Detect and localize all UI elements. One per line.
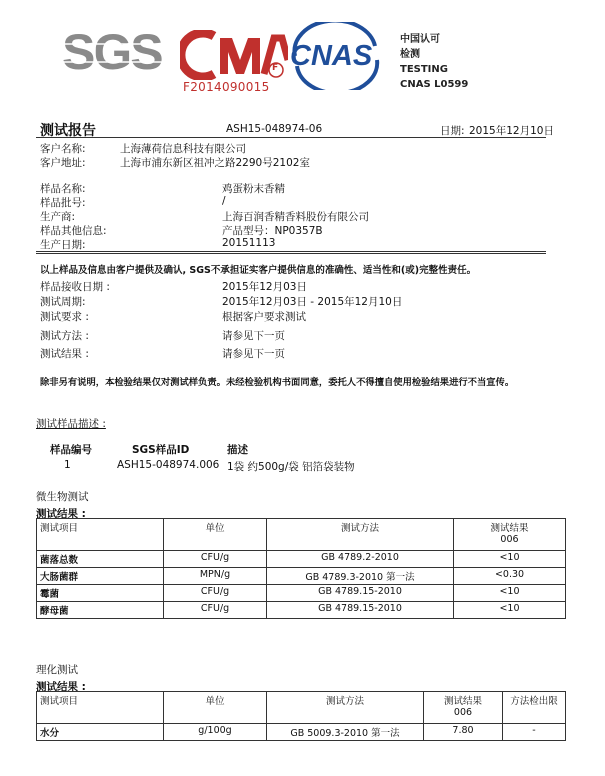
sample-desc-col-desc: 描述 — [227, 444, 248, 456]
cell: MPN/g — [164, 568, 267, 585]
sample-batch-label: 样品批号: — [40, 197, 86, 209]
chem-result-label: 测试结果 : — [36, 681, 86, 693]
micro-result-label: 测试结果 : — [36, 508, 86, 520]
sample-desc-col-no: 样品编号 — [50, 444, 92, 456]
sgs-logo-text: SGS — [62, 24, 162, 80]
divider — [36, 251, 546, 252]
cnas-line: TESTING — [400, 64, 448, 75]
chem-section-title: 理化测试 — [36, 664, 78, 676]
table-row — [37, 585, 566, 602]
divider — [36, 253, 546, 254]
client-address: 上海市浦东新区祖冲之路2290号2102室 — [120, 157, 310, 169]
sample-desc-id: ASH15-048974.006 — [117, 459, 220, 471]
cnas-line: 检测 — [400, 49, 420, 60]
cell: 大肠菌群 — [37, 568, 164, 585]
table-header-row — [37, 519, 566, 551]
report-title: 测试报告 — [40, 123, 96, 139]
sample-desc-col-id: SGS样品ID — [132, 444, 190, 456]
test-result: 请参见下一页 — [222, 348, 285, 360]
header-cell — [454, 519, 566, 551]
cnas-accreditation — [400, 32, 468, 92]
cell: 霉菌 — [37, 585, 164, 602]
cell: <0.30 — [454, 568, 566, 585]
cell: GB 4789.3-2010 第一法 — [267, 568, 454, 585]
sample-desc-text: 1袋 约500g/袋 铝箔袋装物 — [227, 461, 355, 473]
cell: 7.80 — [424, 724, 503, 741]
cell: <10 — [454, 602, 566, 619]
sample-other: 产品型号：NP0357B — [222, 225, 323, 237]
client-name: 上海薄荷信息科技有限公司 — [120, 143, 246, 155]
disclaimer-client-info: 以上样品及信息由客户提供及确认, SGS不承担证实客户提供信息的准确性、适当性和(或)完整性责任。 — [40, 265, 477, 276]
client-name-label: 客户名称: — [40, 143, 86, 155]
sample-name-label: 样品名称: — [40, 183, 86, 195]
header-cell — [424, 692, 503, 724]
header-cell: 单位 — [164, 692, 267, 724]
sgs-logo-grid — [60, 26, 164, 80]
test-method-label: 测试方法 : — [40, 330, 89, 342]
manufacturer-label: 生产商: — [40, 211, 76, 223]
cell: GB 4789.15-2010 — [267, 585, 454, 602]
cell: GB 4789.15-2010 — [267, 602, 454, 619]
header-cell: 单位 — [164, 519, 267, 551]
cell: 菌落总数 — [37, 551, 164, 568]
header-cell: 测试项目 — [37, 692, 164, 724]
cnas-line: CNAS L0599 — [400, 79, 469, 90]
report-date-label: 日期: — [440, 125, 465, 137]
cma-number: F2014090015 — [183, 80, 270, 94]
cell: CFU/g — [164, 602, 267, 619]
manufacturer: 上海百润香精香料股份有限公司 — [222, 211, 369, 223]
table-row — [37, 724, 566, 741]
table-row — [37, 568, 566, 585]
sample-desc-no: 1 — [64, 459, 71, 471]
cell: GB 4789.2-2010 — [267, 551, 454, 568]
sample-batch: / — [222, 195, 226, 207]
micro-results-table — [36, 518, 566, 619]
production-date: 20151113 — [222, 237, 276, 249]
cell: <10 — [454, 585, 566, 602]
chem-results-table — [36, 691, 566, 741]
cnas-logo-text: CNAS — [290, 40, 373, 72]
test-requirement: 根据客户要求测试 — [222, 311, 306, 323]
header-sample-id: 006 — [453, 707, 473, 718]
client-address-label: 客户地址: — [40, 157, 86, 169]
cell: CFU/g — [164, 585, 267, 602]
sample-name: 鸡蛋粉末香精 — [222, 183, 285, 195]
cell: - — [503, 724, 566, 741]
report-date: 2015年12月10日 — [469, 125, 554, 137]
micro-section-title: 微生物测试 — [36, 491, 89, 503]
report-number: ASH15-048974-06 — [226, 123, 323, 135]
cell: GB 5009.3-2010 第一法 — [267, 724, 424, 741]
table-header-row — [37, 692, 566, 724]
cell: <10 — [454, 551, 566, 568]
header-sample-id: 006 — [500, 534, 519, 545]
divider — [36, 137, 546, 138]
test-requirement-label: 测试要求 : — [40, 311, 89, 323]
disclaimer-usage: 除非另有说明，本检验结果仅对测试样负责。未经检验机构书面同意，委托人不得擅自使用检验结果进行不当宣传。 — [40, 377, 515, 388]
sample-desc-heading: 测试样品描述 : — [36, 418, 106, 430]
table-row — [37, 602, 566, 619]
cell: CFU/g — [164, 551, 267, 568]
test-period: 2015年12月03日 - 2015年12月10日 — [222, 296, 403, 308]
table-row — [37, 551, 566, 568]
production-date-label: 生产日期: — [40, 239, 86, 251]
header-cell: 测试项目 — [37, 519, 164, 551]
cell: 酵母菌 — [37, 602, 164, 619]
header-cell: 测试方法 — [267, 519, 454, 551]
sample-other-label: 样品其他信息: — [40, 225, 107, 237]
test-period-label: 测试周期: — [40, 296, 86, 308]
header-result: 测试结果 — [490, 523, 529, 534]
cell: g/100g — [164, 724, 267, 741]
test-method: 请参见下一页 — [222, 330, 285, 342]
test-result-label: 测试结果 : — [40, 348, 89, 360]
header-cell: 方法检出限 — [503, 692, 566, 724]
cell: 水分 — [37, 724, 164, 741]
receive-date-label: 样品接收日期 : — [40, 281, 110, 293]
cma-f-mark: F — [272, 63, 279, 73]
receive-date: 2015年12月03日 — [222, 281, 307, 293]
header-result: 测试结果 — [443, 696, 482, 707]
header-cell: 测试方法 — [267, 692, 424, 724]
cnas-line: 中国认可 — [400, 34, 440, 45]
